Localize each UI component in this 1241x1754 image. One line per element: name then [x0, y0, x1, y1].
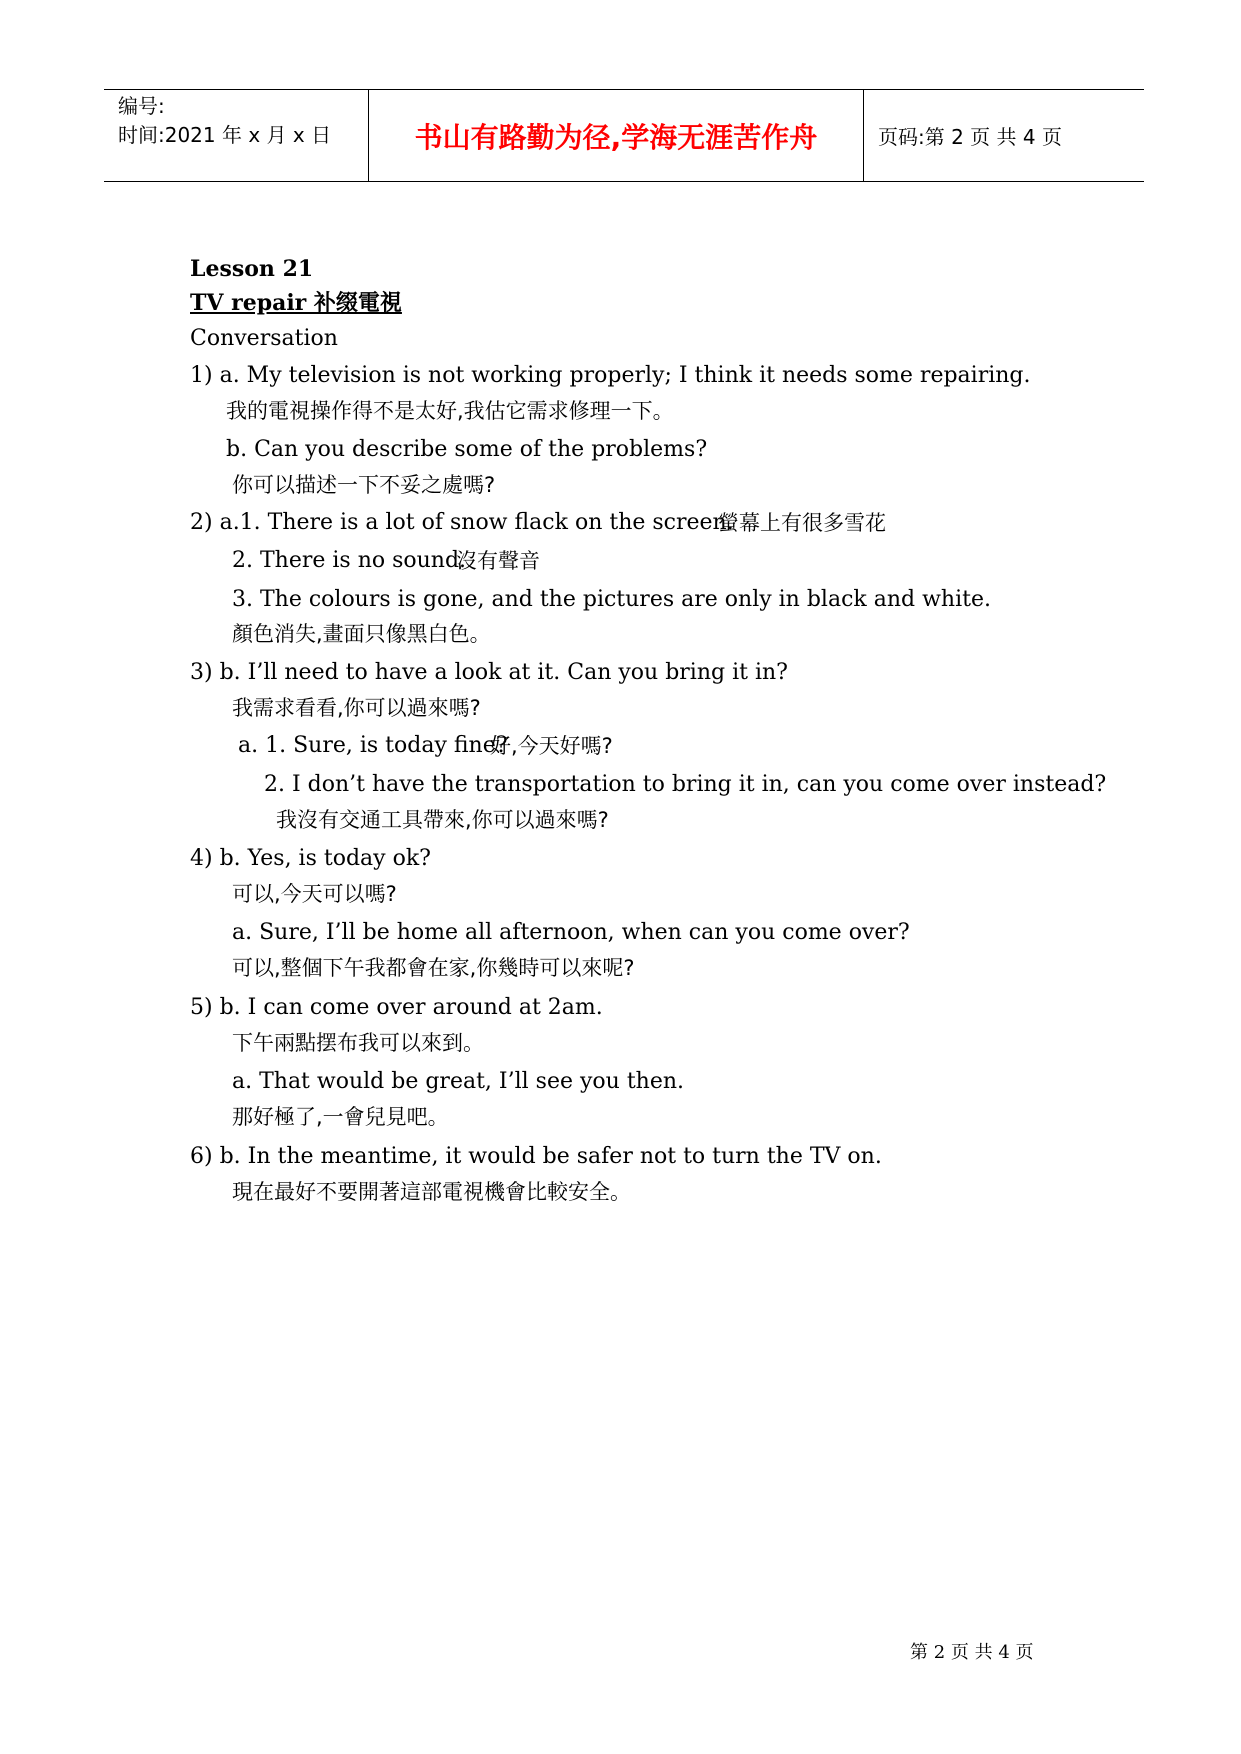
dialogue-line-7-en: a. 1. Sure, is today fine?	[238, 733, 508, 758]
dialogue-line-9-en: 4) b. Yes, is today ok?	[190, 846, 431, 871]
header-meta-cell	[104, 90, 369, 181]
dialogue-line-3-zh: 螢幕上有很多雪花	[718, 511, 886, 535]
section-heading: Conversation	[190, 326, 338, 351]
dialogue-line-10-zh: 可以,整個下午我都會在家,你幾時可以來呢?	[232, 956, 635, 980]
dialogue-line-10-en: a. Sure, I’ll be home all afternoon, when can you come over?	[232, 920, 910, 945]
dialogue-line-11-en: 5) b. I can come over around at 2am.	[190, 995, 603, 1020]
document-date-label: 时间:2021 年 x 月 x 日	[118, 123, 332, 147]
dialogue-line-7-zh: 好,今天好嗎?	[490, 734, 613, 758]
dialogue-line-8-zh: 我沒有交通工具帶來,你可以過來嗎?	[276, 808, 609, 832]
dialogue-line-8-en: 2. I don’t have the transportation to bring it in, can you come over instead?	[264, 772, 1107, 797]
document-header	[104, 89, 1144, 182]
dialogue-line-2-zh: 你可以描述一下不妥之處嗎?	[232, 473, 496, 497]
dialogue-line-3-en: 2) a.1. There is a lot of snow flack on the screen.	[190, 510, 734, 535]
dialogue-line-4-en: 2. There is no sound.	[232, 548, 467, 573]
dialogue-line-12-zh: 那好極了,一會兒見吧。	[232, 1105, 449, 1129]
dialogue-line-13-en: 6) b. In the meantime, it would be safer not to turn the TV on.	[190, 1144, 882, 1169]
page-footer-number: 第 2 页 共 4 页	[910, 1642, 1034, 1663]
header-page-info: 页码:第 2 页 共 4 页	[878, 125, 1062, 149]
dialogue-line-13-zh: 現在最好不要開著這部電視機會比較安全。	[232, 1180, 631, 1204]
lesson-title: TV repair 补缀電視	[190, 290, 402, 316]
dialogue-line-5-zh: 顏色消失,畫面只像黑白色。	[232, 622, 491, 646]
dialogue-line-1-zh: 我的電視操作得不是太好,我估它需求修理一下。	[226, 399, 674, 423]
dialogue-line-6-zh: 我需求看看,你可以過來嗎?	[232, 696, 481, 720]
dialogue-line-5-en: 3. The colours is gone, and the pictures are only in black and white.	[232, 587, 991, 612]
dialogue-line-11-zh: 下午兩點摆布我可以來到。	[232, 1031, 484, 1055]
dialogue-line-9-zh: 可以,今天可以嗎?	[232, 882, 397, 906]
header-motto: 书山有路勤为径,学海无涯苦作舟	[369, 90, 864, 181]
lesson-number: Lesson 21	[190, 256, 314, 282]
document-number-label: 编号:	[118, 94, 165, 118]
dialogue-line-1-en: 1) a. My television is not working properly; I think it needs some repairing.	[190, 363, 1031, 388]
dialogue-line-6-en: 3) b. I’ll need to have a look at it. Can you bring it in?	[190, 660, 788, 685]
dialogue-line-4-zh: 沒有聲音	[456, 549, 540, 573]
dialogue-line-12-en: a. That would be great, I’ll see you then.	[232, 1069, 685, 1094]
dialogue-line-2-en: b. Can you describe some of the problems?	[226, 437, 708, 462]
